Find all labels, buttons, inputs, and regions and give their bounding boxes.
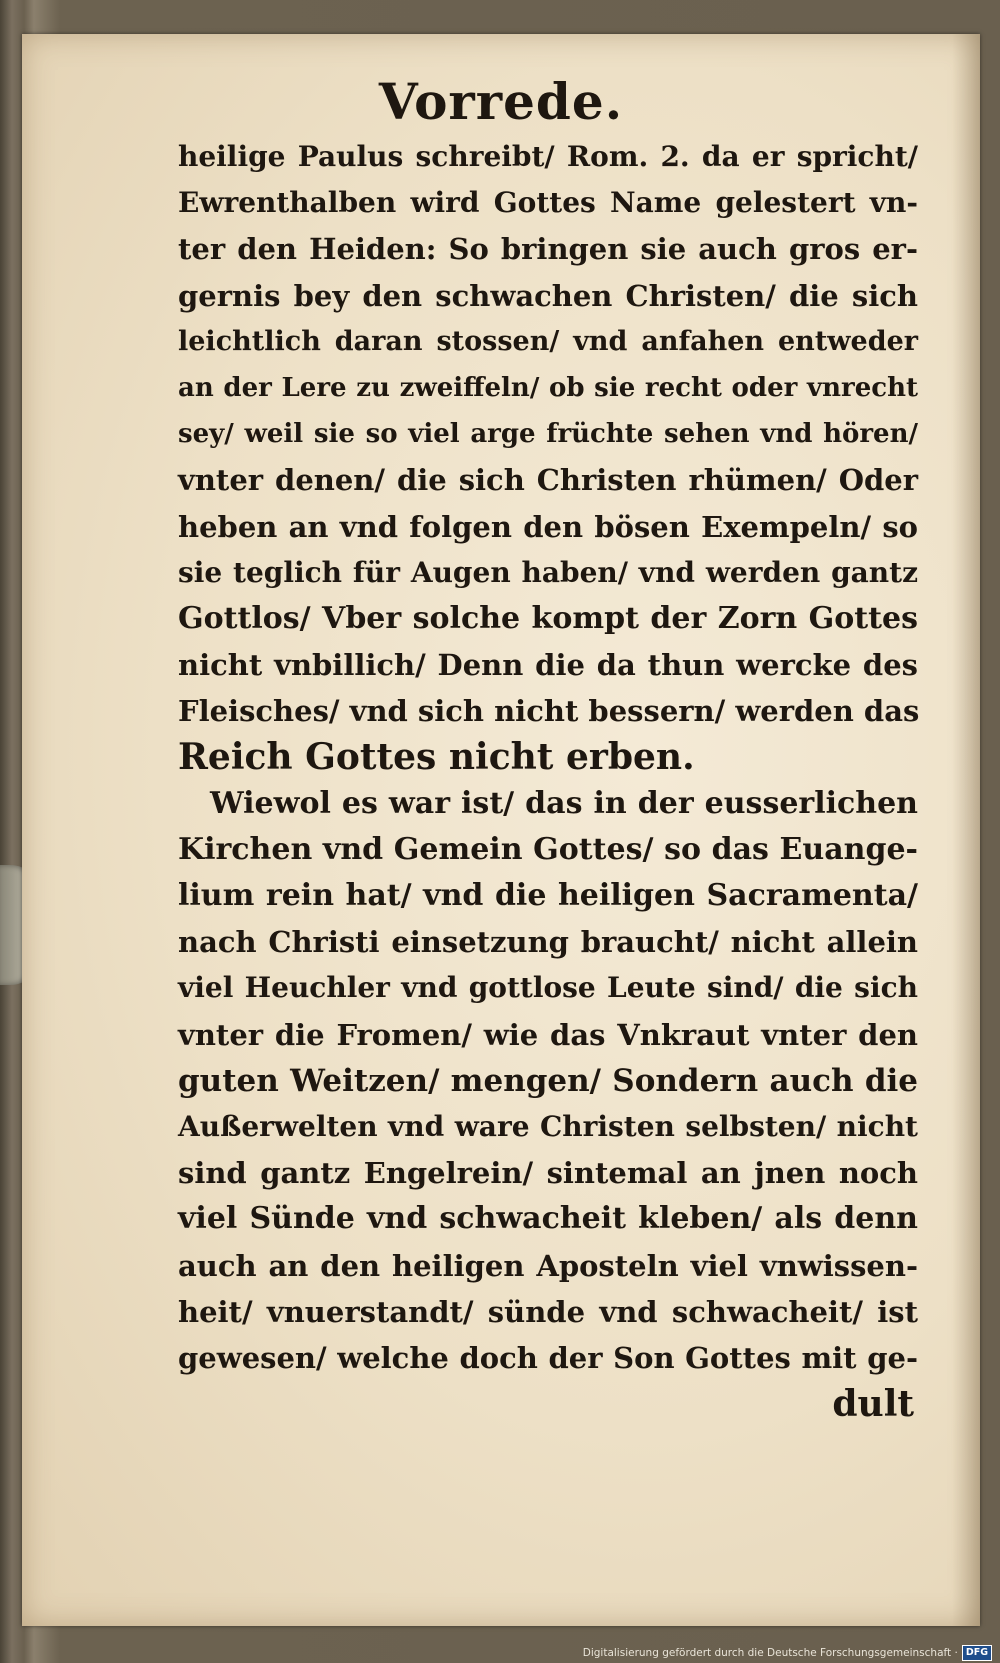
text-line: viel Heuchler vnd gottlose Leute sind/ die sich bbox=[178, 971, 918, 1005]
text-line: Ewrenthalben wird Gottes Name gelestert vn- bbox=[178, 186, 918, 220]
text-line: viel Sünde vnd schwacheit kleben/ als denn bbox=[178, 1201, 918, 1237]
text-line: heilige Paulus schreibt/ Rom. 2. da er spricht/ bbox=[178, 140, 918, 173]
text-line: Fleisches/ vnd sich nicht bessern/ werden das bbox=[178, 694, 920, 729]
text-line: auch an den heiligen Aposteln viel vnwissen- bbox=[178, 1248, 918, 1283]
page-header: Vorrede. bbox=[378, 72, 624, 131]
text-line: vnter denen/ die sich Christen rhümen/ Oder bbox=[178, 463, 918, 498]
digitization-credit bbox=[583, 1645, 992, 1661]
text-line: leichtlich daran stossen/ vnd anfahen entweder bbox=[178, 325, 918, 357]
text-line: nach Christi einsetzung braucht/ nicht allein bbox=[178, 925, 918, 960]
text-line: Außerwelten vnd ware Christen selbsten/ nicht bbox=[178, 1109, 918, 1143]
text-line: gernis bey den schwachen Christen/ die sich bbox=[178, 278, 918, 313]
text-line: heit/ vnuerstandt/ sünde vnd schwacheit/ ist bbox=[178, 1294, 918, 1329]
text-line: Kirchen vnd Gemein Gottes/ so das Euange- bbox=[178, 831, 918, 867]
text-line: gewesen/ welche doch der Son Gottes mit ge- bbox=[178, 1340, 918, 1375]
text-line: an der Lere zu zweiffeln/ ob sie recht oder vnrecht bbox=[178, 372, 918, 403]
text-line: sie teglich für Augen haben/ vnd werden gantz bbox=[178, 555, 918, 589]
text-line: sey/ weil sie so viel arge früchte sehen vnd hören/ bbox=[178, 419, 918, 450]
text-line: ter den Heiden: So bringen sie auch gros er- bbox=[178, 232, 918, 267]
page-text-block bbox=[178, 134, 918, 1427]
text-line: guten Weitzen/ mengen/ Sondern auch die bbox=[178, 1062, 918, 1099]
text-line: Wiewol es war ist/ das in der eusserlichen bbox=[210, 785, 918, 821]
text-line: sind gantz Engelrein/ sintemal an jnen noch bbox=[178, 1156, 918, 1191]
text-line: vnter die Fromen/ wie das Vnkraut vnter den bbox=[178, 1017, 918, 1052]
text-line: lium rein hat/ vnd die heiligen Sacramenta/ bbox=[178, 878, 918, 913]
credit-text: Digitalisierung gefördert durch die Deutsche Forschungsgemeinschaft · bbox=[582, 1647, 958, 1659]
text-line: Reich Gottes nicht erben. bbox=[178, 736, 695, 779]
book-page bbox=[22, 34, 980, 1626]
text-line: heben an vnd folgen den bösen Exempeln/ so bbox=[178, 509, 918, 544]
text-line: Gottlos/ Vber solche kompt der Zorn Gottes bbox=[178, 600, 918, 636]
catchword: dult bbox=[832, 1383, 914, 1426]
dfg-logo-icon: DFG bbox=[962, 1645, 992, 1661]
text-line: nicht vnbillich/ Denn die da thun wercke des bbox=[178, 648, 918, 683]
